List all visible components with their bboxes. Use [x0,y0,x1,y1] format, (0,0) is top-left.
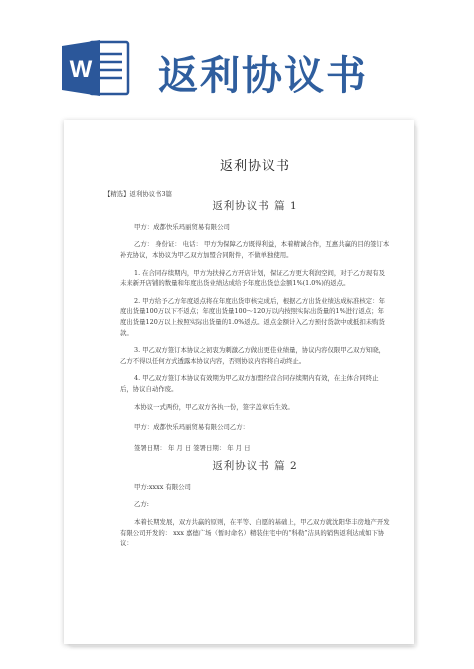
paragraph: 本着长期发展，双方共赢的原则，在平等、自愿的基础上，甲乙双方就沈阳华丰房地产开发有限公司开发的： xxx 嘉德广场（暂时命名）精装住宅中的“科勒”洁具的销售返利达成如下协议： [120,518,390,548]
header-banner [0,0,474,112]
word-document-icon [60,38,132,98]
document-tag: 【精选】返利协议书3篇 [104,189,172,198]
section-heading-2: 返利协议书 篇 2 [212,460,298,473]
paragraph: 甲方：成都快乐玛丽贸易有限公司 [134,222,230,231]
word-icon-letter: W [69,56,93,83]
paragraph: 乙方: [134,500,149,509]
signature-dates: 签署日期： 年 月 日 签署日期： 年 月 日 [134,443,251,452]
paragraph: 乙方： 身份证： 电话： 甲方为保障乙方既得利益，本着精诚合作，互惠共赢的目的签订本补充协议，本协议为甲乙双方加盟合同附件，不做单独使用。 [120,240,390,259]
paragraph: 3. 甲乙双方签订本协议之初衷为刺激乙方做出更佳业绩量，协议内容仅限甲乙双方知晓，乙方不得以任何方式透露本协议内容，否则协议内容将自动终止。 [120,346,385,365]
section-heading-1: 返利协议书 篇 1 [212,200,298,213]
document-page [64,120,414,644]
paragraph: 1. 在合同存续期内，甲方为扶持乙方开店计划，保证乙方更大利润空间，对于乙方现有及未来新开店铺的数量和年度出货业绩达成给予年度出货总金额1%(1.0%)的返点。 [120,268,385,288]
paragraph: 甲方:xxxx 有限公司 [134,482,191,491]
paragraph: 4. 甲乙双方签订本协议有效期为甲乙双方加盟经营合同存续期内有效，在主体合同终止后，协议自动作废。 [120,374,379,393]
paragraph: 本协议一式两份，甲乙双方各执一份，签字盖章后生效。 [134,402,294,411]
document-title: 返利协议书 [219,159,290,174]
document-content [104,159,390,556]
signature-parties: 甲方：成都快乐玛丽贸易有限公司乙方： [134,423,250,432]
banner-title: 返利协议书 [158,53,368,99]
paragraph: 2. 甲方给予乙方年度返点将在年度出货审核完成后，根据乙方出货业绩达成标准核定：年度出货量100万以下不返点；年度出货量100～120万以内按照实际出货量的1%进行返点；年度出货量120万以上按照实际出货量的1.0%返点。返点金额计入乙方预付货款中或抵扣未购货款。 [120,296,385,337]
